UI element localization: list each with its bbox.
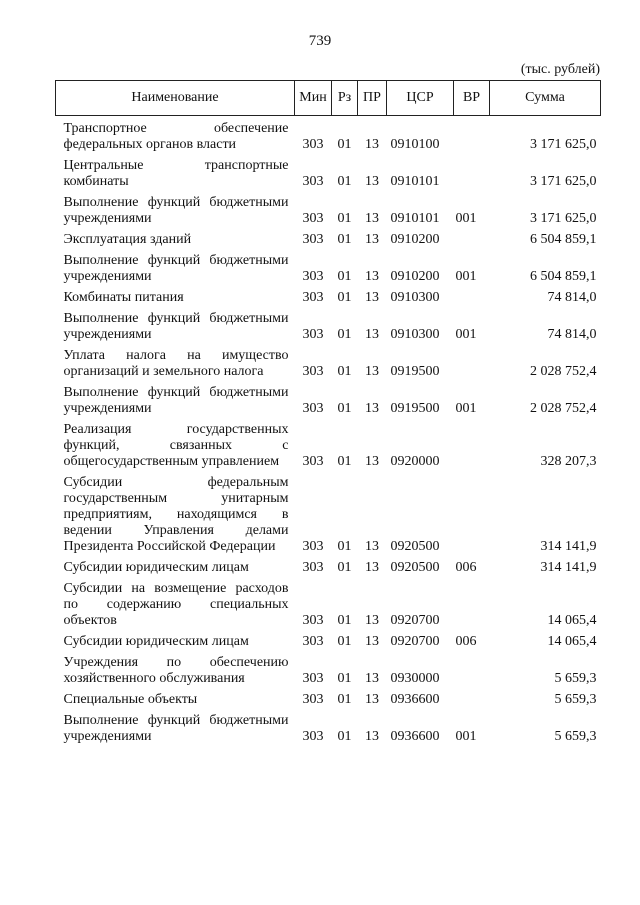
row-pr: 13 [365,539,379,554]
row-name: Выполнение функций бюджетными учреждениями [63,311,289,342]
row-csr: 0919500 [390,364,440,379]
row-name: Выполнение функций бюджетными учреждениями [63,253,289,284]
row-vr: 006 [455,560,477,575]
row-vr [454,581,490,634]
table-row [56,311,601,348]
row-name: Эксплуатация зданий [63,232,192,247]
row-min: 303 [302,364,324,379]
row-vr [454,692,490,713]
row-sum: 5 659,3 [554,692,597,707]
row-min: 303 [302,634,324,649]
table-row [56,158,601,195]
row-csr: 0919500 [390,401,440,416]
row-vr [454,655,490,692]
row-sum: 6 504 859,1 [530,232,597,247]
table-row [56,581,601,634]
row-sum: 5 659,3 [554,671,597,686]
table-header-row [56,81,601,116]
row-name: Реализация государственных функций, связанных с общегосударственным управлением [63,422,289,469]
row-csr: 0920500 [390,539,440,554]
column-header-pr: ПР [358,81,387,116]
row-min: 303 [302,327,324,342]
table-row [56,232,601,253]
row-min: 303 [302,539,324,554]
row-min: 303 [302,560,324,575]
row-vr [454,475,490,560]
row-rz: 01 [337,729,352,744]
row-csr: 0936600 [390,692,440,707]
row-min: 303 [302,613,324,628]
row-rz: 01 [337,290,352,305]
row-rz: 01 [337,454,352,469]
table-row [56,195,601,232]
row-rz: 01 [337,174,352,189]
row-min: 303 [302,232,324,247]
row-sum: 74 814,0 [547,290,597,305]
row-pr: 13 [365,269,379,284]
row-pr: 13 [365,671,379,686]
row-name: Выполнение функций бюджетными учреждениями [63,385,289,416]
row-name: Субсидии юридическим лицам [63,560,249,575]
row-rz: 01 [337,232,352,247]
table-row [56,290,601,311]
row-name: Субсидии федеральным государственным унитарным предприятиям, находящимся в ведении Управления делами Президента Российской Федерации [63,475,289,554]
row-vr [454,422,490,475]
row-csr: 0920700 [390,634,440,649]
row-vr: 001 [455,327,477,342]
row-pr: 13 [365,232,379,247]
row-pr: 13 [365,634,379,649]
row-rz: 01 [337,539,352,554]
table-row [56,422,601,475]
row-sum: 3 171 625,0 [530,137,597,152]
column-header-sum: Сумма [490,81,601,116]
table-row [56,560,601,581]
row-rz: 01 [337,401,352,416]
table-row [56,692,601,713]
row-vr: 001 [455,401,477,416]
row-min: 303 [302,174,324,189]
row-csr: 0910101 [390,174,440,189]
table-row [56,634,601,655]
row-sum: 5 659,3 [554,729,597,744]
row-name: Специальные объекты [63,692,198,707]
row-name: Выполнение функций бюджетными учреждениями [63,713,289,744]
table-row [56,348,601,385]
row-rz: 01 [337,211,352,226]
row-rz: 01 [337,137,352,152]
row-csr: 0910100 [390,137,440,152]
row-csr: 0920700 [390,613,440,628]
row-rz: 01 [337,613,352,628]
row-vr [454,290,490,311]
row-pr: 13 [365,560,379,575]
row-name: Уплата налога на имущество организаций и земельного налога [63,348,289,379]
row-min: 303 [302,211,324,226]
row-sum: 14 065,4 [547,613,597,628]
row-pr: 13 [365,364,379,379]
row-min: 303 [302,692,324,707]
row-sum: 2 028 752,4 [530,364,597,379]
row-sum: 3 171 625,0 [530,211,597,226]
row-min: 303 [302,290,324,305]
row-rz: 01 [337,364,352,379]
row-sum: 74 814,0 [547,327,597,342]
row-sum: 314 141,9 [540,560,597,575]
unit-note: (тыс. рублей) [520,62,600,77]
table-row [56,655,601,692]
row-sum: 14 065,4 [547,634,597,649]
column-header-vr: ВР [454,81,490,116]
row-csr: 0920000 [390,454,440,469]
row-min: 303 [302,137,324,152]
row-rz: 01 [337,692,352,707]
row-name: Комбинаты питания [63,290,184,305]
row-pr: 13 [365,401,379,416]
table-row [56,385,601,422]
row-vr: 006 [455,634,477,649]
table-row [56,713,601,750]
row-pr: 13 [365,211,379,226]
row-min: 303 [302,729,324,744]
row-rz: 01 [337,671,352,686]
row-csr: 0910200 [390,232,440,247]
page-number: 739 [308,33,332,49]
row-vr [454,116,490,159]
table-row [56,253,601,290]
row-vr [454,158,490,195]
row-csr: 0910300 [390,327,440,342]
row-sum: 2 028 752,4 [530,401,597,416]
row-csr: 0936600 [390,729,440,744]
row-sum: 314 141,9 [540,539,597,554]
row-vr: 001 [455,269,477,284]
row-csr: 0910300 [390,290,440,305]
row-pr: 13 [365,137,379,152]
row-vr: 001 [455,729,477,744]
row-sum: 328 207,3 [540,454,597,469]
row-rz: 01 [337,560,352,575]
column-header-csr: ЦСР [387,81,454,116]
row-pr: 13 [365,174,379,189]
row-csr: 0910200 [390,269,440,284]
column-header-rz: Рз [332,81,358,116]
row-pr: 13 [365,290,379,305]
row-sum: 6 504 859,1 [530,269,597,284]
row-pr: 13 [365,692,379,707]
column-header-name: Наименование [56,81,295,116]
row-pr: 13 [365,729,379,744]
row-min: 303 [302,454,324,469]
row-name: Субсидии на возмещение расходов по содержанию специальных объектов [63,581,289,628]
row-csr: 0920500 [390,560,440,575]
row-rz: 01 [337,327,352,342]
row-sum: 3 171 625,0 [530,174,597,189]
row-pr: 13 [365,613,379,628]
row-name: Центральные транспортные комбинаты [63,158,289,189]
row-pr: 13 [365,327,379,342]
row-rz: 01 [337,634,352,649]
table-row [56,475,601,560]
table-row [56,116,601,159]
row-csr: 0930000 [390,671,440,686]
row-min: 303 [302,269,324,284]
row-name: Учреждения по обеспечению хозяйственного обслуживания [63,655,289,686]
row-name: Транспортное обеспечение федеральных органов власти [63,121,289,152]
row-vr: 001 [455,211,477,226]
row-name: Субсидии юридическим лицам [63,634,249,649]
row-vr [454,232,490,253]
row-pr: 13 [365,454,379,469]
budget-table [55,80,601,750]
row-rz: 01 [337,269,352,284]
row-min: 303 [302,671,324,686]
row-min: 303 [302,401,324,416]
row-vr [454,348,490,385]
row-name: Выполнение функций бюджетными учреждениями [63,195,289,226]
row-csr: 0910101 [390,211,440,226]
column-header-min: Мин [295,81,332,116]
